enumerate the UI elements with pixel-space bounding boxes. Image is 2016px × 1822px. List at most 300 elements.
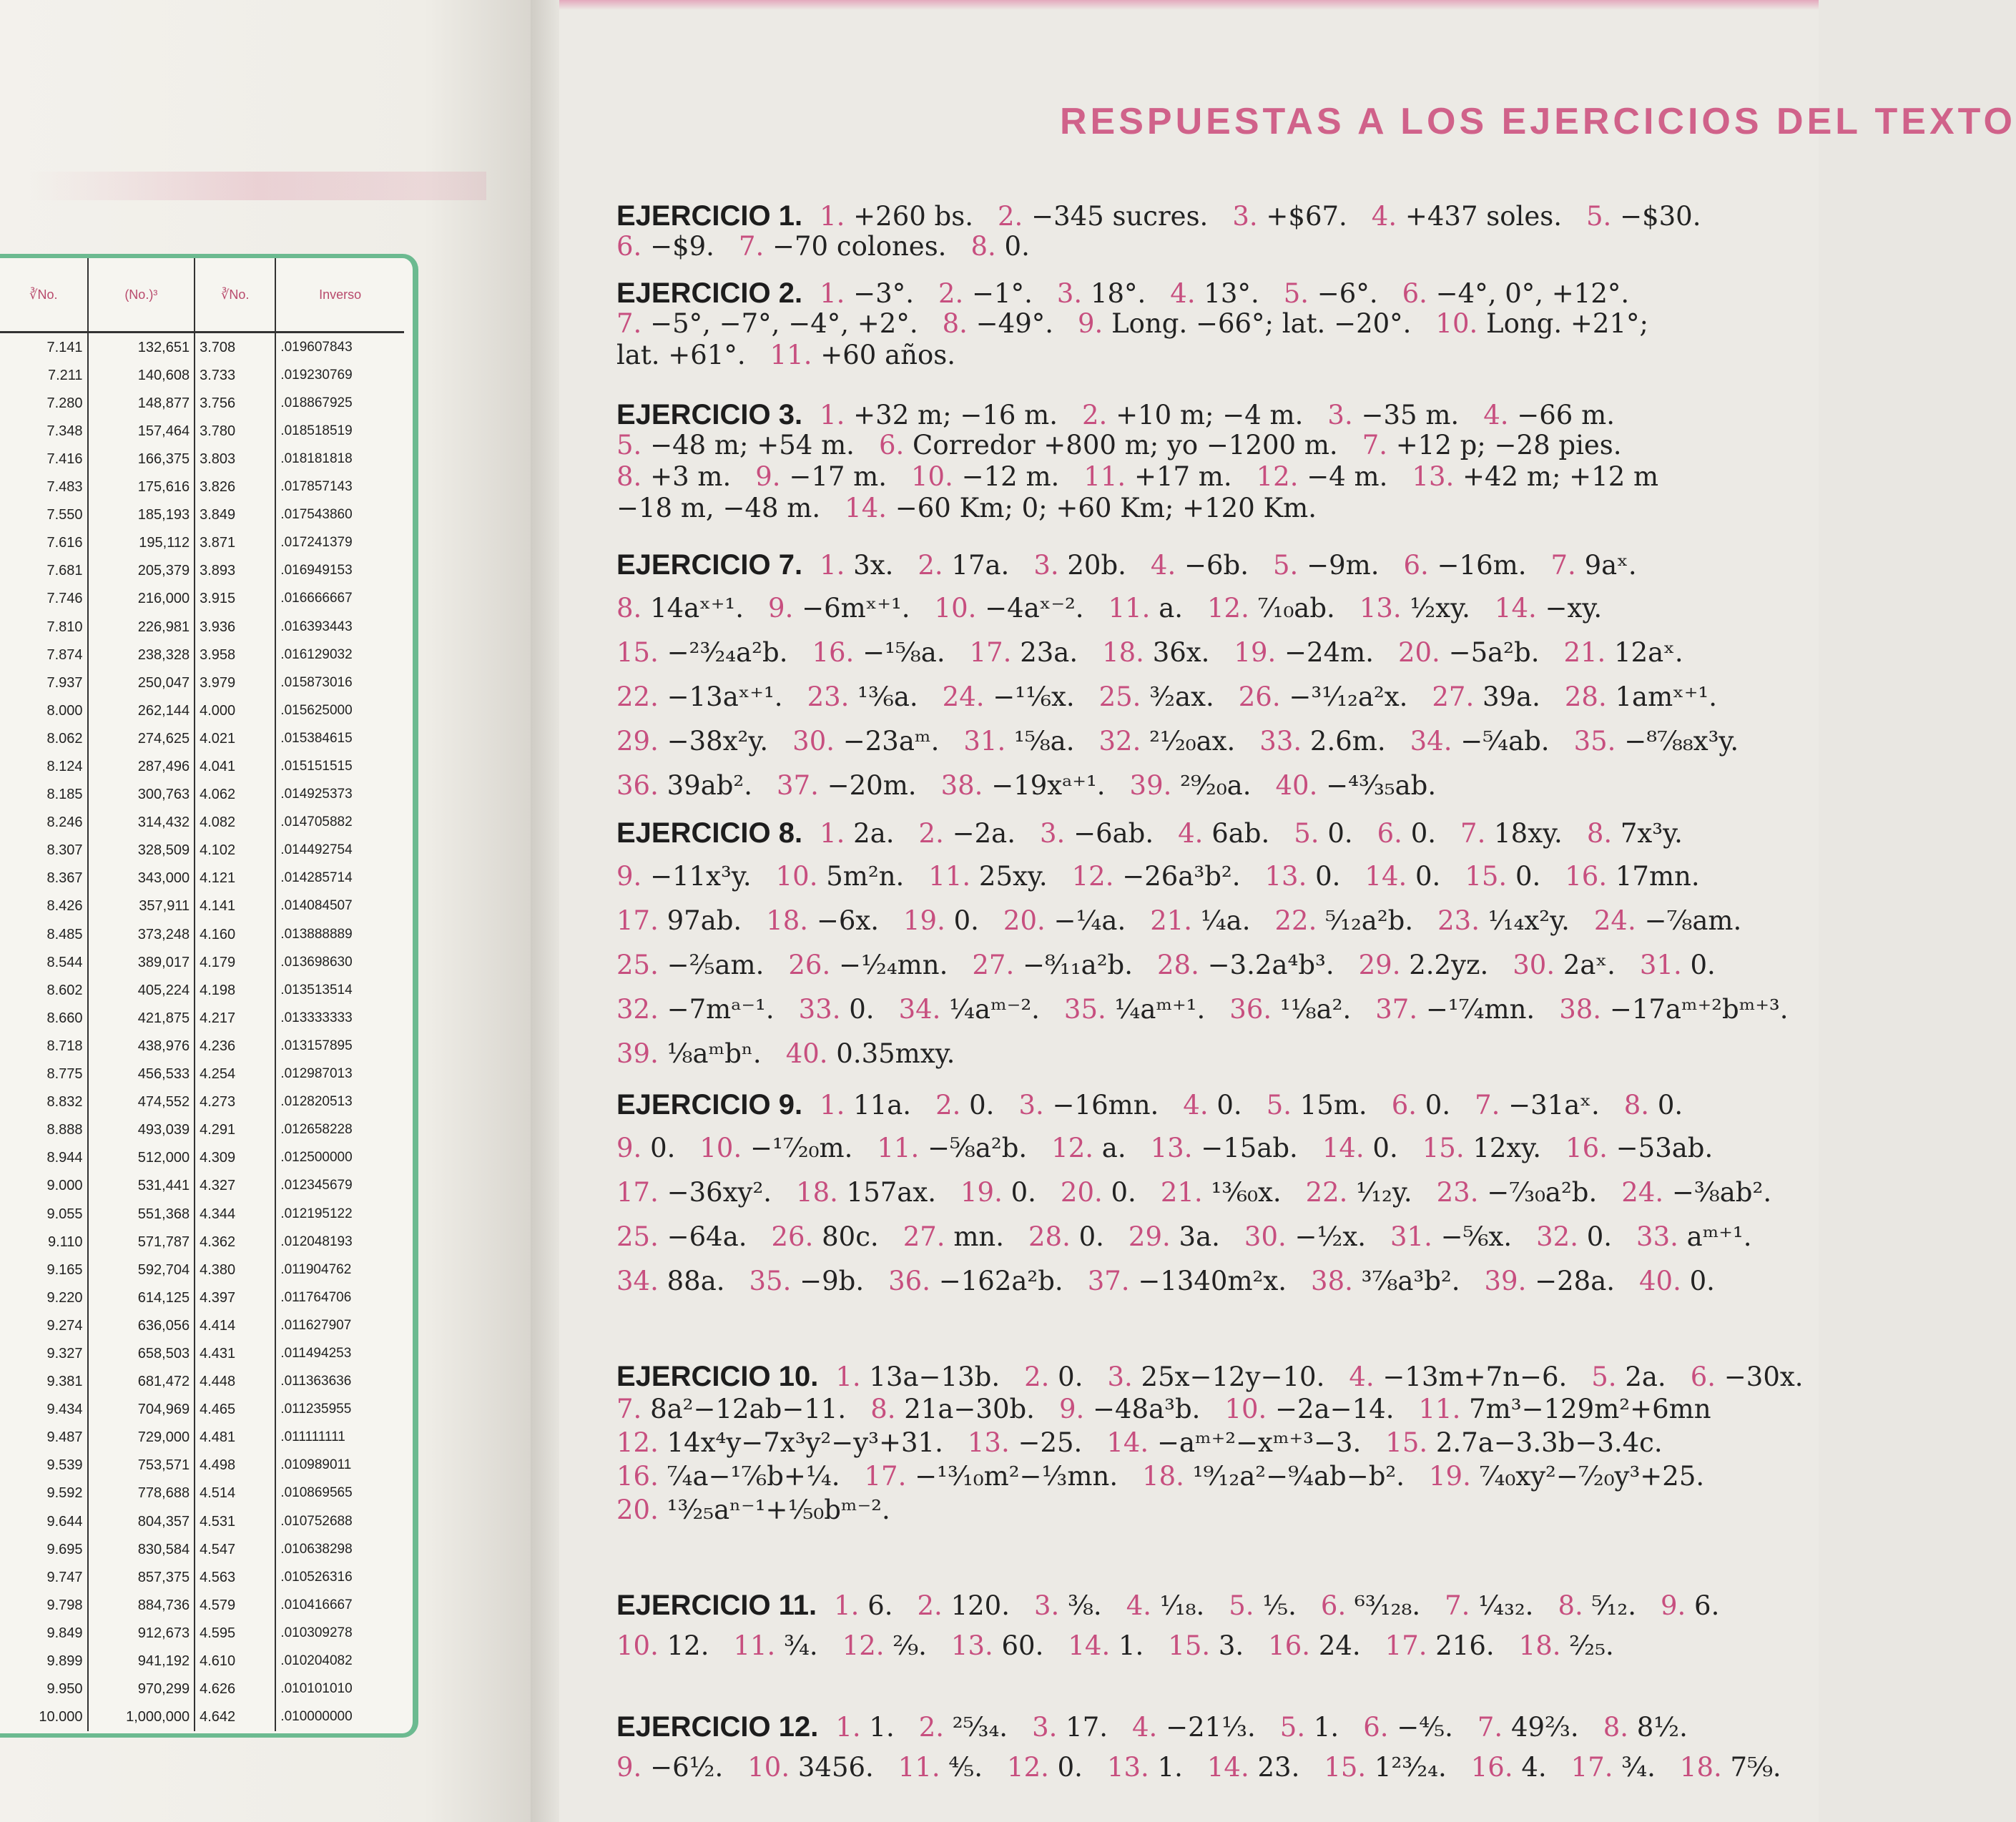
answer-item: [616, 1752, 723, 1783]
answer-item: [820, 1090, 911, 1121]
answer-number: 1.: [820, 818, 845, 849]
answer-value: −⁸⁄₁₁a²b.: [1022, 950, 1133, 980]
table-cell: 636,056: [88, 1311, 195, 1339]
table-cell: 7.416: [0, 445, 88, 473]
answer-value: 3a.: [1179, 1221, 1220, 1252]
answer-item: [772, 1221, 879, 1252]
answer-item: [1078, 308, 1411, 339]
table-cell: 3.780: [195, 417, 275, 445]
answer-value: 25x−12y−10.: [1141, 1361, 1325, 1392]
answer-number: 9.: [1078, 308, 1103, 339]
table-cell: 912,673: [88, 1619, 195, 1647]
answer-number: 7.: [1362, 430, 1388, 461]
table-cell: .016666667: [280, 591, 353, 606]
answer-value: −¹⁵⁄₈a.: [862, 637, 945, 668]
answer-number: 27.: [1432, 681, 1475, 712]
answer-item: [807, 681, 918, 712]
answer-value: 1.: [1313, 1712, 1339, 1743]
answer-value: 13a−13b.: [869, 1361, 1000, 1392]
answer-value: 13°.: [1204, 278, 1259, 309]
answer-number: 25.: [1098, 681, 1141, 712]
answer-number: 21.: [1160, 1177, 1203, 1208]
table-row: [0, 837, 404, 865]
answer-value: +42 m; +12 m: [1462, 461, 1659, 492]
answer-number: 18.: [1518, 1630, 1561, 1661]
answer-item: [1132, 1712, 1256, 1743]
table-cell: 4.563: [195, 1563, 275, 1591]
answer-item: [1385, 1427, 1662, 1458]
answer-item: [1621, 1177, 1771, 1208]
answer-number: 13.: [1264, 861, 1307, 892]
table-header-row: [0, 258, 404, 333]
answer-value: Long. +21°;: [1486, 308, 1648, 339]
answer-number: 16.: [1565, 861, 1608, 892]
answer-number: 10.: [616, 1630, 659, 1661]
table-row: [0, 1424, 404, 1452]
answer-item: [616, 681, 783, 712]
answer-number: 21.: [1563, 637, 1606, 668]
answer-item: [1003, 905, 1126, 936]
answer-number: 14.: [1068, 1630, 1111, 1661]
answer-value: ⅕.: [1262, 1590, 1297, 1621]
table-cell: 4.236: [195, 1032, 275, 1060]
answer-value: 23a.: [1020, 637, 1078, 668]
answer-number: 8.: [616, 461, 642, 492]
answer-value: −18 m, −48 m.: [616, 493, 821, 523]
table-cell: .011363636: [280, 1374, 352, 1389]
answer-number: 5.: [1586, 201, 1612, 232]
exercise-block: [616, 1090, 1818, 1312]
table-cell: 8.888: [0, 1116, 88, 1144]
answer-item: [1276, 770, 1437, 801]
answer-item: [1207, 1752, 1299, 1783]
answer-item: [877, 1133, 1027, 1163]
answer-item: [842, 1630, 927, 1661]
answer-item: [766, 905, 879, 936]
answer-item: [616, 231, 714, 262]
table-row: [0, 1535, 404, 1563]
answer-item: [1099, 681, 1214, 712]
answer-number: 8.: [970, 231, 996, 262]
table-cell: .014925373: [280, 787, 353, 802]
answer-number: 3.: [1033, 1590, 1060, 1621]
answer-item: [1051, 1133, 1126, 1163]
table-row: [0, 1563, 404, 1591]
table-row: [0, 752, 404, 780]
answer-value: 0.: [1515, 861, 1541, 892]
answer-value: −⅝a²b.: [927, 1133, 1028, 1163]
answer-item: [1385, 1630, 1495, 1661]
answer-number: 38.: [1559, 994, 1602, 1025]
answer-item: [970, 637, 1078, 668]
answer-line: [616, 863, 1818, 907]
table-cell: 9.381: [0, 1368, 88, 1396]
answer-value: 80c.: [822, 1221, 879, 1252]
table-cell: 4.021: [195, 724, 275, 752]
table-cell: 7.550: [0, 501, 88, 529]
table-cell: .010869565: [280, 1485, 353, 1501]
answer-item: [1257, 461, 1388, 492]
answer-number: 40.: [1275, 770, 1318, 801]
answer-line: [616, 681, 1818, 728]
answer-value: ¹⁄₁₄x²y.: [1488, 905, 1570, 936]
answer-value: −⅖am.: [667, 950, 764, 980]
exercise-title: EJERCICIO 2.: [616, 277, 803, 309]
answer-line: [616, 233, 1818, 265]
answer-number: 29.: [616, 726, 659, 757]
answer-value: −⁵⁄₄ab.: [1460, 726, 1550, 757]
answer-number: 22.: [1305, 1177, 1348, 1208]
answer-line: [616, 1179, 1818, 1223]
answer-item: [616, 905, 742, 936]
answer-item: [1311, 1266, 1460, 1296]
table-cell: .014705882: [280, 814, 353, 830]
table-cell: 3.958: [195, 641, 275, 669]
answer-value: −⁷⁄₃₀a²b.: [1487, 1177, 1598, 1208]
table-cell: 8.485: [0, 920, 88, 948]
table-cell: 185,193: [88, 501, 195, 529]
answer-value: −16m.: [1437, 550, 1527, 581]
answer-item: [616, 1394, 846, 1424]
answer-item: [1603, 1712, 1688, 1743]
table-cell: .012048193: [280, 1233, 353, 1249]
answer-item: [755, 461, 887, 492]
table-cell: 7.810: [0, 613, 88, 641]
answer-item: [1072, 861, 1241, 892]
answer-item: [1151, 1133, 1298, 1163]
table-row: [0, 1591, 404, 1619]
answer-item: [1275, 905, 1414, 936]
answer-item: [1229, 1590, 1297, 1621]
answer-line: [616, 639, 1818, 684]
answer-item: [1419, 1394, 1711, 1424]
answer-number: 33.: [1259, 726, 1302, 757]
answer-number: 13.: [950, 1630, 993, 1661]
answer-value: 0.: [1011, 1177, 1036, 1208]
table-cell: .011627907: [280, 1317, 352, 1333]
table-cell: 3.871: [195, 529, 275, 557]
answer-value: −48 m; +54 m.: [650, 430, 855, 461]
answer-number: 19.: [1428, 1461, 1471, 1492]
answer-number: 34.: [898, 994, 941, 1025]
answer-number: 11.: [928, 861, 971, 892]
table-row: [0, 865, 404, 892]
exercise-title: EJERCICIO 12.: [616, 1711, 819, 1743]
answer-value: 0.: [1690, 950, 1716, 980]
table-cell: 3.803: [195, 445, 275, 473]
answer-item: [799, 994, 875, 1025]
table-cell: 4.465: [195, 1396, 275, 1424]
answer-number: 1.: [820, 1090, 845, 1121]
table-cell: .011764706: [280, 1289, 352, 1305]
answer-item: [699, 1133, 852, 1163]
table-cell: 4.198: [195, 976, 275, 1004]
answer-value: 7x³y.: [1620, 818, 1683, 849]
answer-item: [1571, 1752, 1656, 1783]
answer-number: 1.: [820, 400, 845, 430]
table-cell: .015625000: [280, 702, 353, 718]
answer-number: 36.: [888, 1266, 930, 1296]
table-cell: 262,144: [88, 696, 195, 724]
answer-item: [919, 818, 1016, 849]
answer-value: 20b.: [1067, 550, 1126, 581]
answer-number: 18.: [766, 905, 809, 936]
answer-item: [1691, 1361, 1804, 1392]
table-cell: 9.274: [0, 1311, 88, 1339]
answer-number: 7.: [616, 1394, 642, 1424]
col-header-cube: (No.)³: [88, 258, 195, 333]
answer-line: [616, 279, 1818, 310]
answer-value: Long. −66°; lat. −20°.: [1111, 308, 1412, 339]
answer-number: 4.: [1483, 400, 1509, 430]
answer-number: 4.: [1150, 550, 1176, 581]
answer-value: −38x²y.: [667, 726, 769, 757]
table-cell: .017857143: [280, 479, 353, 495]
answer-value: 3456.: [797, 1752, 874, 1783]
answer-value: 88a.: [667, 1266, 725, 1296]
answer-value: −$9.: [650, 231, 714, 262]
table-row: [0, 501, 404, 529]
answer-number: 19.: [903, 905, 945, 936]
table-cell: 4.291: [195, 1116, 275, 1144]
answer-line: [616, 1223, 1818, 1268]
answer-item: [1102, 637, 1209, 668]
answer-number: 17.: [969, 637, 1012, 668]
answer-value: +437 soles.: [1405, 201, 1563, 232]
answer-item: [1375, 994, 1535, 1025]
answer-value: −15ab.: [1201, 1133, 1298, 1163]
table-cell: 3.936: [195, 613, 275, 641]
answer-item: [1495, 593, 1602, 624]
answer-value: −6°.: [1317, 278, 1378, 309]
table-cell: .010101010: [280, 1681, 353, 1697]
answer-number: 35.: [1573, 726, 1616, 757]
answer-line: [616, 819, 1818, 863]
answer-number: 1.: [820, 550, 845, 581]
answer-value: 25xy.: [978, 861, 1048, 892]
answer-value: −12 m.: [961, 461, 1060, 492]
answer-number: 4.: [1349, 1361, 1375, 1392]
answer-item: [935, 593, 1084, 624]
answer-value: ⁵⁄₁₂a²b.: [1325, 905, 1414, 936]
answer-item: [960, 1177, 1036, 1208]
table-row: [0, 892, 404, 920]
answer-number: 10.: [699, 1133, 742, 1163]
answer-number: 30.: [1244, 1221, 1287, 1252]
answer-number: 5.: [1283, 278, 1309, 309]
page-title: RESPUESTAS A LOS EJERCICIOS DEL TEXTO: [1060, 101, 2016, 142]
table-cell: 4.160: [195, 920, 275, 948]
answer-line: [616, 1754, 1818, 1796]
answer-item: [1465, 861, 1540, 892]
answer-value: 11a.: [853, 1090, 912, 1121]
answer-value: aᵐ⁺¹.: [1686, 1221, 1752, 1252]
col-header-cube-root-2: ∛No.: [195, 258, 275, 333]
answer-item: [1372, 201, 1562, 232]
answer-item: [943, 308, 1053, 339]
answer-number: 5.: [1591, 1361, 1617, 1392]
exercise-block: [616, 279, 1818, 373]
answer-item: [1024, 1361, 1083, 1392]
table-cell: 4.626: [195, 1675, 275, 1703]
answer-line: [616, 1494, 1818, 1530]
answer-item: [1640, 950, 1716, 980]
answer-item: [899, 994, 1040, 1025]
answer-value: −5a²b.: [1448, 637, 1540, 668]
table-cell: 10.000: [0, 1703, 88, 1731]
answer-value: 0.: [1689, 1266, 1715, 1296]
answer-number: 20.: [616, 1494, 659, 1525]
table-cell: 3.893: [195, 557, 275, 585]
table-cell: 4.082: [195, 809, 275, 837]
table-cell: 9.434: [0, 1396, 88, 1424]
answer-item: [1550, 550, 1636, 581]
table-row: [0, 1675, 404, 1703]
answer-item: [835, 1361, 1000, 1392]
answer-item: [1327, 400, 1459, 430]
answer-number: 32.: [1098, 726, 1141, 757]
table-cell: 357,911: [88, 892, 195, 920]
answer-value: −⅚x.: [1440, 1221, 1513, 1252]
answer-number: 7.: [616, 308, 642, 339]
answer-value: −31aˣ.: [1508, 1090, 1600, 1121]
answer-value: 0.: [849, 994, 875, 1025]
answer-line: [616, 551, 1818, 595]
answer-item: [1126, 1590, 1205, 1621]
answer-value: −¼a.: [1053, 905, 1126, 936]
answer-item: [1151, 550, 1249, 581]
answer-number: 22.: [1274, 905, 1317, 936]
table-cell: 753,571: [88, 1452, 195, 1479]
answer-value: 0.: [1410, 818, 1437, 849]
answer-number: 6.: [1377, 818, 1402, 849]
answer-value: 2.6m.: [1309, 726, 1386, 757]
answer-value: 12xy.: [1472, 1133, 1542, 1163]
table-cell: 8.246: [0, 809, 88, 837]
answer-item: [1267, 1090, 1367, 1121]
table-cell: 7.874: [0, 641, 88, 669]
answer-item: [820, 278, 914, 309]
answer-number: 6.: [1391, 1090, 1417, 1121]
answer-value: 7⁵⁄₉.: [1730, 1752, 1781, 1783]
table-cell: .010526316: [280, 1569, 353, 1585]
answer-number: 21.: [1150, 905, 1193, 936]
answer-value: ³⁷⁄₈a³b².: [1361, 1266, 1460, 1296]
answer-number: 40.: [785, 1038, 828, 1069]
answer-line: [616, 772, 1818, 817]
answer-number: 7.: [1460, 818, 1486, 849]
answer-number: 2.: [918, 1712, 945, 1743]
answer-number: 29.: [1358, 950, 1401, 980]
table-cell: 614,125: [88, 1284, 195, 1311]
table-cell: .013157895: [280, 1038, 353, 1053]
answer-item: [911, 461, 1059, 492]
answer-value: 0.: [1425, 1090, 1451, 1121]
answer-value: 12.: [667, 1630, 709, 1661]
answer-value: +17 m.: [1134, 461, 1232, 492]
table-cell: 300,763: [88, 781, 195, 809]
answer-value: −6b.: [1184, 550, 1249, 581]
answer-number: 2.: [917, 1590, 943, 1621]
answer-value: 2a.: [1625, 1361, 1666, 1392]
answer-item: [938, 278, 1033, 309]
answer-value: ¼aᵐ⁻².: [949, 994, 1040, 1025]
table-row: [0, 333, 404, 362]
table-row: [0, 1647, 404, 1675]
table-cell: .018518519: [280, 423, 353, 438]
answer-item: [1365, 861, 1440, 892]
answer-item: [812, 637, 945, 668]
table-cell: 7.746: [0, 585, 88, 613]
table-cell: .011235955: [280, 1402, 352, 1417]
answer-number: 10.: [1435, 308, 1478, 339]
answer-number: 9.: [1058, 1394, 1085, 1424]
table-cell: .016129032: [280, 646, 353, 662]
answer-number: 18.: [1679, 1752, 1722, 1783]
table-row: [0, 1200, 404, 1228]
answer-item: [1594, 905, 1741, 936]
answer-value: 18°.: [1090, 278, 1146, 309]
answer-number: 24.: [1593, 905, 1636, 936]
answer-number: 25.: [616, 950, 659, 980]
table-cell: 438,976: [88, 1032, 195, 1060]
answer-item: [616, 637, 787, 668]
answer-value: −26a³b².: [1122, 861, 1241, 892]
answer-item: [941, 770, 1106, 801]
answer-number: 8.: [616, 593, 642, 624]
answer-value: 0.: [1078, 1221, 1104, 1252]
table-cell: 7.141: [0, 333, 88, 362]
answer-number: 1.: [834, 1590, 860, 1621]
answer-item: [1680, 1752, 1781, 1783]
exercise-title: EJERCICIO 10.: [616, 1361, 819, 1392]
answer-item: [1475, 1090, 1600, 1121]
answer-number: 18.: [1102, 637, 1144, 668]
table-cell: 3.979: [195, 669, 275, 696]
answer-number: 6.: [1690, 1361, 1716, 1392]
answer-number: 9.: [1660, 1590, 1686, 1621]
table-row: [0, 809, 404, 837]
answer-item: [1234, 637, 1374, 668]
answer-item: [1168, 1630, 1244, 1661]
answer-value: −17 m.: [789, 461, 887, 492]
exercise-title: EJERCICIO 7.: [616, 549, 803, 581]
answer-value: −¹³⁄₁₀m²−⅓mn.: [915, 1461, 1118, 1492]
answer-number: 4.: [1132, 1712, 1158, 1743]
table-cell: .012658228: [280, 1122, 353, 1138]
answer-item: [963, 726, 1074, 757]
answer-number: 13.: [1150, 1133, 1193, 1163]
table-cell: .015151515: [280, 759, 353, 774]
answer-value: 2.2yz.: [1409, 950, 1489, 980]
table-cell: 8.307: [0, 837, 88, 865]
table-cell: 4.327: [195, 1172, 275, 1200]
answer-number: 11.: [1418, 1394, 1461, 1424]
answer-item: [739, 231, 947, 262]
answer-value: −4aˣ⁻².: [985, 593, 1084, 624]
answer-item: [1410, 726, 1550, 757]
table-cell: 250,047: [88, 669, 195, 696]
answer-number: 4.: [1170, 278, 1196, 309]
answer-item: [1437, 905, 1570, 936]
answer-item: [1294, 818, 1352, 849]
table-cell: 474,552: [88, 1088, 195, 1116]
answer-value: −70 colones.: [772, 231, 947, 262]
table-cell: 3.849: [195, 501, 275, 529]
table-cell: 4.397: [195, 1284, 275, 1311]
table-cell: .011904762: [280, 1261, 352, 1277]
answer-value: ²⁄₉.: [893, 1630, 927, 1661]
